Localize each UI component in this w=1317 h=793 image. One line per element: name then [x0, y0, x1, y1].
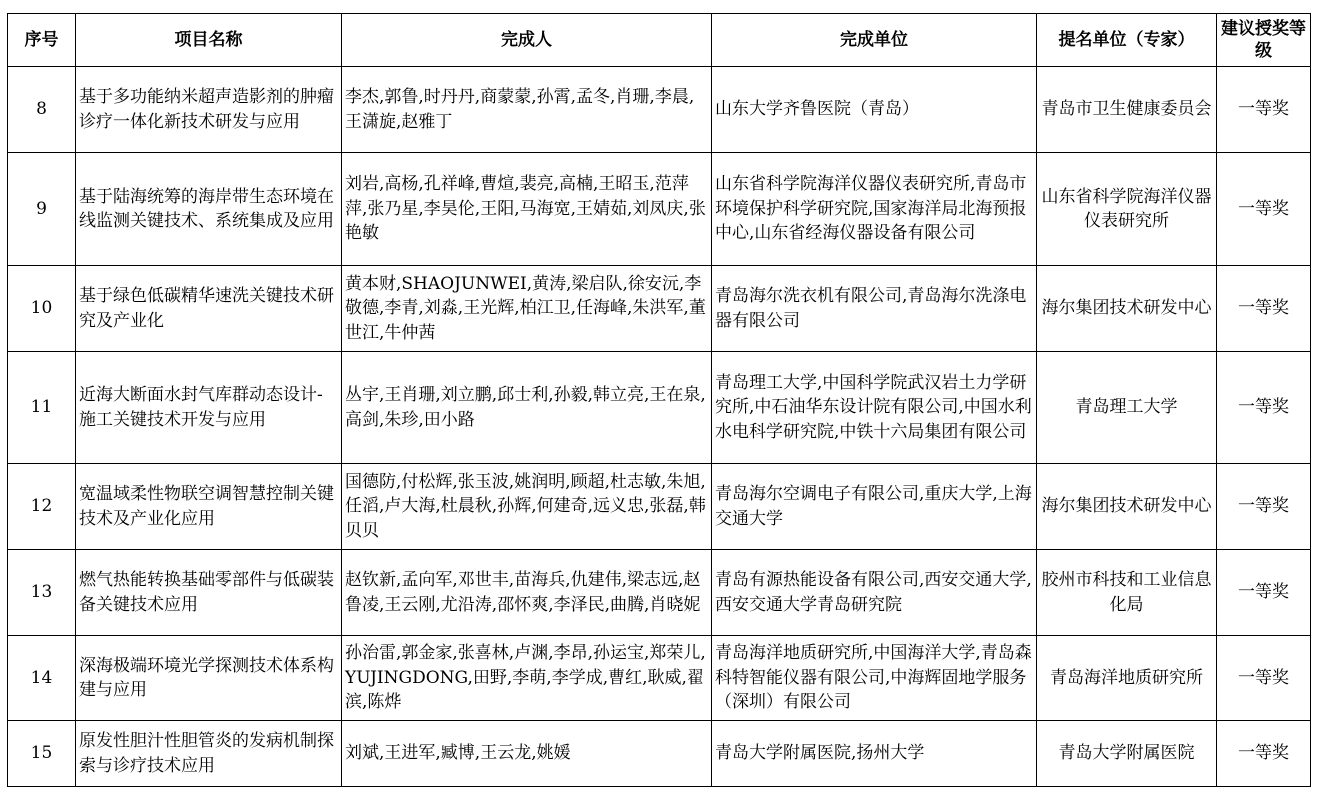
- row-units: 青岛理工大学,中国科学院武汉岩土力学研究所,中石油华东设计院有限公司,中国水利水电科学研究院,中铁十六局集团有限公司: [712, 352, 1037, 464]
- row-index: 13: [8, 550, 76, 636]
- row-level: 一等奖: [1217, 153, 1311, 266]
- row-level: 一等奖: [1217, 464, 1311, 550]
- row-level: 一等奖: [1217, 721, 1311, 787]
- row-nominator: 青岛大学附属医院: [1037, 721, 1217, 787]
- row-project: 宽温域柔性物联空调智慧控制关键技术及产业化应用: [76, 464, 342, 550]
- row-level: 一等奖: [1217, 352, 1311, 464]
- row-index: 12: [8, 464, 76, 550]
- row-people: 刘斌,王进军,臧博,王云龙,姚媛: [342, 721, 712, 787]
- table-row: [8, 550, 1311, 636]
- row-project: 基于绿色低碳精华速洗关键技术研究及产业化: [76, 266, 342, 352]
- row-index: 9: [8, 153, 76, 266]
- row-people: 赵钦新,孟向军,邓世丰,苗海兵,仇建伟,梁志远,赵鲁凌,王云刚,尤沿涛,邵怀爽,李泽民,曲腾,肖晓妮: [342, 550, 712, 636]
- row-people: 李杰,郭鲁,时丹丹,商蒙蒙,孙霄,孟冬,肖珊,李晨,王潇旋,赵雅丁: [342, 67, 712, 153]
- header-units: 完成单位: [712, 14, 1037, 67]
- row-nominator: 胶州市科技和工业信息化局: [1037, 550, 1217, 636]
- row-project: 燃气热能转换基础零部件与低碳装备关键技术应用: [76, 550, 342, 636]
- row-units: 青岛有源热能设备有限公司,西安交通大学,西安交通大学青岛研究院: [712, 550, 1037, 636]
- row-level: 一等奖: [1217, 67, 1311, 153]
- row-project: 基于多功能纳米超声造影剂的肿瘤诊疗一体化新技术研发与应用: [76, 67, 342, 153]
- row-nominator: 山东省科学院海洋仪器仪表研究所: [1037, 153, 1217, 266]
- row-level: 一等奖: [1217, 550, 1311, 636]
- row-people: 孙治雷,郭金家,张喜林,卢渊,李昂,孙运宝,郑荣儿,YUJINGDONG,田野,李萌,李学成,曹红,耿威,翟滨,陈烨: [342, 636, 712, 721]
- row-index: 15: [8, 721, 76, 787]
- header-nominator: 提名单位（专家）: [1037, 14, 1217, 67]
- row-project: 深海极端环境光学探测技术体系构建与应用: [76, 636, 342, 721]
- row-level: 一等奖: [1217, 636, 1311, 721]
- row-nominator: 海尔集团技术研发中心: [1037, 464, 1217, 550]
- header-level: 建议授奖等级: [1217, 14, 1311, 67]
- row-people: 黄本财,SHAOJUNWEI,黄涛,梁启队,徐安沅,李敬德,李青,刘淼,王光辉,柏江卫,任海峰,朱洪军,董世江,牛仲茜: [342, 266, 712, 352]
- row-units: 青岛海尔空调电子有限公司,重庆大学,上海交通大学: [712, 464, 1037, 550]
- row-level: 一等奖: [1217, 266, 1311, 352]
- row-people: 丛宇,王肖珊,刘立鹏,邱士利,孙毅,韩立亮,王在泉,高剑,朱珍,田小路: [342, 352, 712, 464]
- row-nominator: 青岛市卫生健康委员会: [1037, 67, 1217, 153]
- row-people: 刘岩,高杨,孔祥峰,曹煊,裴亮,高楠,王昭玉,范萍萍,张乃星,李昊伦,王阳,马海宽,王婧茹,刘凤庆,张艳敏: [342, 153, 712, 266]
- table-row: [8, 464, 1311, 550]
- row-units: 山东大学齐鲁医院（青岛）: [712, 67, 1037, 153]
- row-index: 11: [8, 352, 76, 464]
- row-nominator: 青岛理工大学: [1037, 352, 1217, 464]
- table-row: [8, 153, 1311, 266]
- awards-table: [7, 13, 1311, 787]
- row-nominator: 青岛海洋地质研究所: [1037, 636, 1217, 721]
- table-row: [8, 266, 1311, 352]
- table-row: [8, 67, 1311, 153]
- row-project: 近海大断面水封气库群动态设计-施工关键技术开发与应用: [76, 352, 342, 464]
- header-index: 序号: [8, 14, 76, 67]
- row-nominator: 海尔集团技术研发中心: [1037, 266, 1217, 352]
- row-units: 青岛海洋地质研究所,中国海洋大学,青岛森科特智能仪器有限公司,中海辉固地学服务（深圳）有限公司: [712, 636, 1037, 721]
- row-index: 14: [8, 636, 76, 721]
- table-row: [8, 636, 1311, 721]
- header-people: 完成人: [342, 14, 712, 67]
- row-units: 山东省科学院海洋仪器仪表研究所,青岛市环境保护科学研究院,国家海洋局北海预报中心,山东省经海仪器设备有限公司: [712, 153, 1037, 266]
- table-row: [8, 352, 1311, 464]
- row-units: 青岛海尔洗衣机有限公司,青岛海尔洗涤电器有限公司: [712, 266, 1037, 352]
- row-units: 青岛大学附属医院,扬州大学: [712, 721, 1037, 787]
- table-row: [8, 721, 1311, 787]
- header-project: 项目名称: [76, 14, 342, 67]
- row-index: 8: [8, 67, 76, 153]
- header-row: [8, 14, 1311, 67]
- row-project: 原发性胆汁性胆管炎的发病机制探索与诊疗技术应用: [76, 721, 342, 787]
- row-project: 基于陆海统筹的海岸带生态环境在线监测关键技术、系统集成及应用: [76, 153, 342, 266]
- row-index: 10: [8, 266, 76, 352]
- row-people: 国德防,付松辉,张玉波,姚润明,顾超,杜志敏,朱旭,任滔,卢大海,杜晨秋,孙辉,何建奇,远义忠,张磊,韩贝贝: [342, 464, 712, 550]
